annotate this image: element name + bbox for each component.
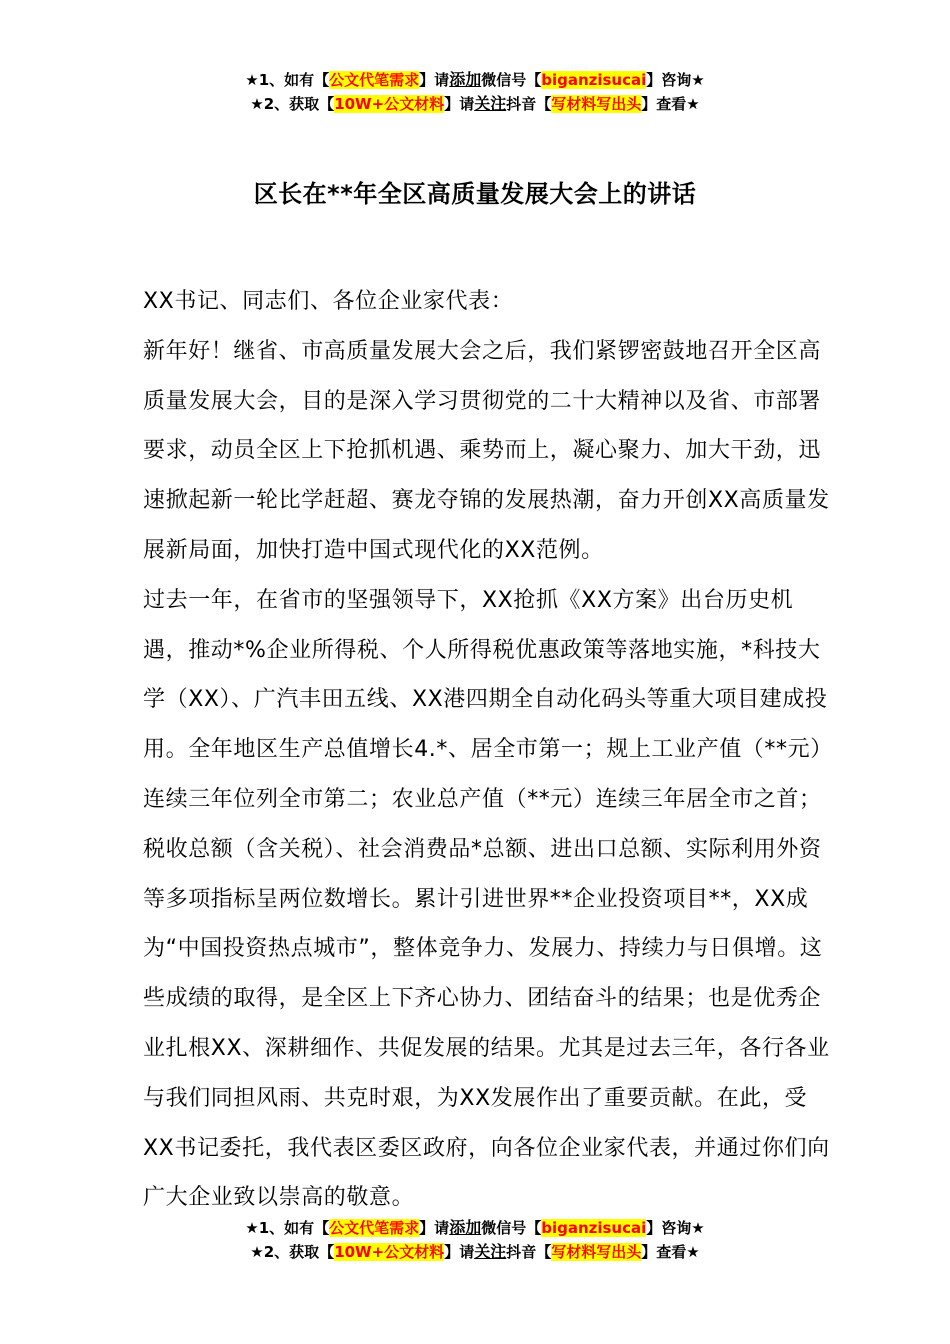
highlight-wechat-id: biganzisucai — [541, 1219, 647, 1237]
highlight-service: 公文代笔需求 — [329, 1219, 420, 1237]
promo-line-1: ★1、如有【公文代笔需求】请添加微信号【biganzisucai】咨询★ — [245, 1218, 705, 1237]
highlight-douyin: 写材料写出头 — [551, 95, 642, 113]
promo-banner-top — [0, 68, 950, 116]
underline-follow: 关注 — [474, 94, 507, 113]
underline-follow: 关注 — [474, 1242, 507, 1261]
promo-banner-bottom — [0, 1216, 950, 1264]
salutation: XX书记、同志们、各位企业家代表： — [143, 289, 514, 314]
paragraph-1: 新年好！继省、市高质量发展大会之后，我们紧锣密鼓地召开全区高质量发展大会，目的是深入学习贯彻党的二十大精神以及省、市部署要求，动员全区上下抢抓机遇、乘势而上，凝心聚力、加大干劲，迅速掀起新一轮比学赶超、赛龙夺锦的发展热潮，奋力开创XX高质量发展新局面，加快打造中国式现代化的XX范例。 — [143, 338, 830, 563]
highlight-materials: 10W+公文材料 — [334, 95, 445, 113]
paragraph-2: 过去一年，在省市的坚强领导下，XX抢抓《XX方案》出台历史机遇，推动*%企业所得税、个人所得税优惠政策等落地实施，*科技大学（XX）、广汽丰田五线、XX港四期全自动化码头等重大项目建成投用。全年地区生产总值增长4.*、居全市第一；规上工业产值（**元）连续三年位列全市第二；农业总产值（**元）连续三年居全市之首；税收总额（含关税）、社会消费品*总额、进出口总额、实际利用外资等多项指标呈两位数增长。累计引进世界**企业投资项目**，XX成为“中国投资热点城市”，整体竞争力、发展力、持续力与日俱增。这些成绩的取得，是全区上下齐心协力、团结奋斗的结果；也是优秀企业扎根XX、深耕细作、共促发展的结果。尤其是过去三年，各行各业与我们同担风雨、共克时艰，为XX发展作出了重要贡献。在此，受XX书记委托，我代表区委区政府，向各位企业家代表，并通过你们向广大企业致以崇高的敬意。 — [143, 587, 833, 1211]
highlight-douyin: 写材料写出头 — [551, 1243, 642, 1261]
document-title: 区长在**年全区高质量发展大会上的讲话 — [253, 180, 697, 208]
underline-add: 添加 — [449, 1218, 482, 1237]
promo-line-1: ★1、如有【公文代笔需求】请添加微信号【biganzisucai】咨询★ — [245, 70, 705, 89]
highlight-wechat-id: biganzisucai — [541, 71, 647, 89]
document-body — [143, 277, 833, 1223]
highlight-service: 公文代笔需求 — [329, 71, 420, 89]
promo-line-2: ★2、获取【10W+公文材料】请关注抖音【写材料写出头】查看★ — [250, 1242, 700, 1261]
promo-line-2: ★2、获取【10W+公文材料】请关注抖音【写材料写出头】查看★ — [250, 94, 700, 113]
underline-add: 添加 — [449, 70, 482, 89]
highlight-materials: 10W+公文材料 — [334, 1243, 445, 1261]
